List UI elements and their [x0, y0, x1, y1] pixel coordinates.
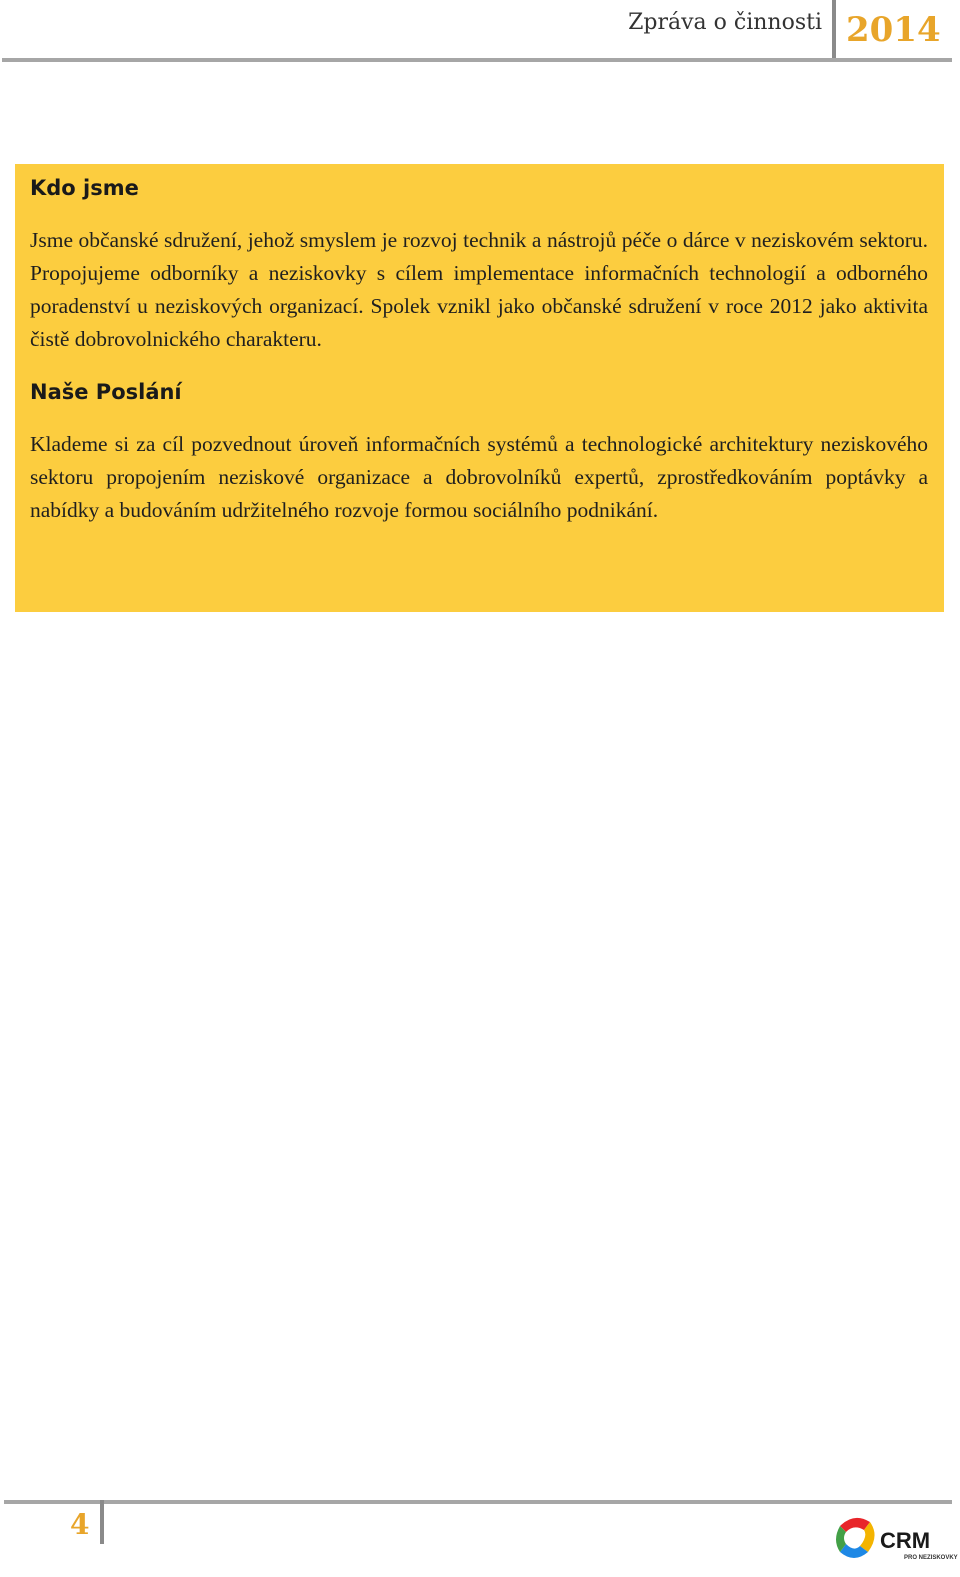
footer-divider: [100, 1500, 104, 1544]
logo-subtext: PRO NEZISKOVKY: [904, 1555, 958, 1561]
logo-text: CRM: [880, 1528, 931, 1553]
crm-logo: [834, 1512, 958, 1566]
logo-mark-icon: [836, 1518, 875, 1558]
mission-heading: Naše Poslání: [30, 380, 182, 404]
mission-text: Klademe si za cíl pozvednout úroveň informačních systémů a technologické architektury neziskového sektoru propojením neziskové organizace a dobrovolníků expertů, zprostředkováním poptávky a nabídky a budováním udržitelného rozvoje formou sociálního podnikání.: [30, 432, 928, 522]
page-number: 4: [70, 1508, 90, 1541]
footer-rule: [4, 1500, 952, 1504]
header-divider: [832, 0, 836, 62]
who-we-are-text: Jsme občanské sdružení, jehož smyslem je rozvoj technik a nástrojů péče o dárce v neziskovém sektoru. Propojujeme odborníky a neziskovky s cílem implementace informačních technologií a odborného poradenství u neziskových organizací. Spolek vznikl jako občanské sdružení v roce 2012 jako aktivita čistě dobrovolnického charakteru.: [30, 228, 928, 351]
who-we-are-heading: Kdo jsme: [30, 176, 139, 200]
report-year: 2014: [846, 10, 941, 50]
header-rule: [2, 58, 952, 62]
about-panel: [15, 164, 944, 612]
document-title: Zpráva o činnosti: [628, 10, 822, 35]
